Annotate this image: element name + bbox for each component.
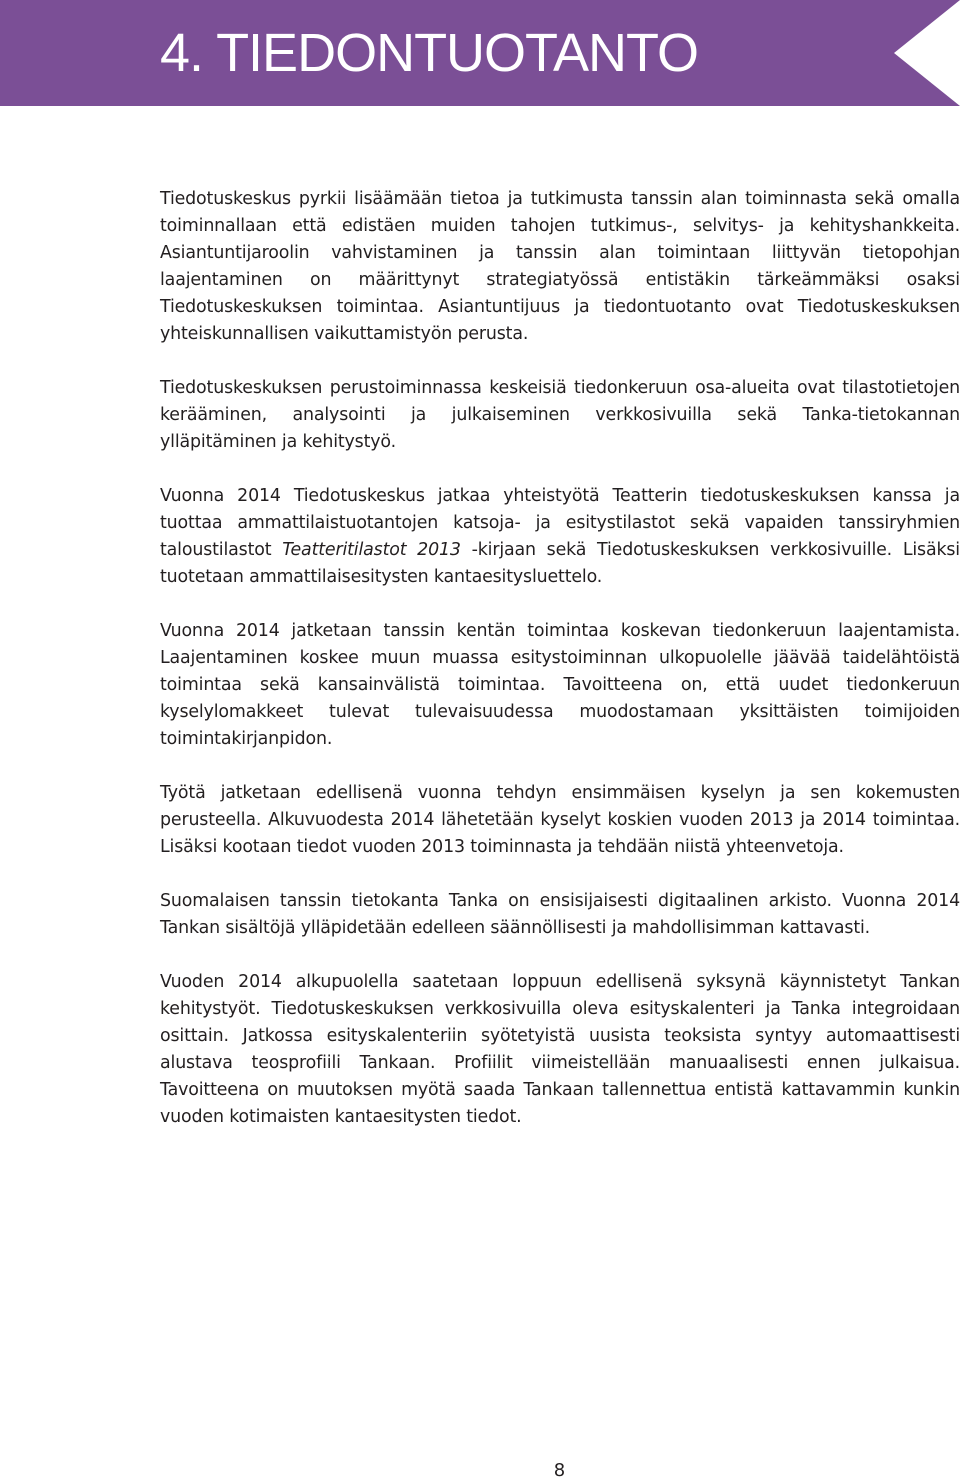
paragraph-3-part-2: -kirjaan sekä Tiedotuskeskuksen verkkosivuille. Lisäksi tuotetaan ammattilaisesitysten kantaesitysluettelo. [160, 540, 960, 587]
page-title: 4. TIEDONTUOTANTO [160, 23, 699, 83]
paragraph-5: Työtä jatketaan edellisenä vuonna tehdyn ensimmäisen kyselyn ja sen kokemusten perusteella. Alkuvuodesta 2014 lähetetään kyselyt koskien vuoden 2013 ja 2014 toimintaa. Lisäksi kootaan tiedot vuoden 2013 toiminnasta ja tehdään niistä yhteenvetoja. [160, 783, 960, 857]
paragraph-6: Suomalaisen tanssin tietokanta Tanka on ensisijaisesti digitaalinen arkisto. Vuonna 2014 Tankan sisältöjä ylläpidetään edelleen säännöllisesti ja mahdollisimman kattavasti. [160, 891, 960, 938]
paragraph-1: Tiedotuskeskus pyrkii lisäämään tietoa ja tutkimusta tanssin alan toiminnasta sekä omalla toiminnallaan että edistäen muiden tahojen tutkimus-, selvitys- ja kehityshankkeita. Asiantuntijaroolin vahvistaminen ja tanssin alan toimintaan liittyvän tietopohjan laajentaminen on määrittynyt strategiatyössä entistäkin tärkeämmäksi osaksi Tiedotuskeskuksen toimintaa. Asiantuntijuus ja tiedontuotanto ovat Tiedotuskeskuksen yhteiskunnallisen vaikuttamistyön perusta. [160, 189, 960, 344]
header-banner [0, 0, 960, 106]
book-title: Teatteritilastot 2013 [282, 540, 461, 560]
arrow-notch-icon [894, 0, 960, 106]
paragraph-2: Tiedotuskeskuksen perustoiminnassa keskeisiä tiedonkeruun osa-alueita ovat tilastotietojen kerääminen, analysointi ja julkaiseminen verkkosivuilla sekä Tanka-tietokannan ylläpitäminen ja kehitystyö. [160, 378, 960, 452]
paragraph-4: Vuonna 2014 jatketaan tanssin kentän toimintaa koskevan tiedonkeruun laajentamista. Laajentaminen koskee muun muassa esitystoiminnan ulkopuolelle jäävää taidelähtöistä toimintaa sekä kansainvälistä toimintaa. Tavoitteena on, että uudet tiedonkeruun kyselylomakkeet tulevat tulevaisuudessa muodostamaan yksittäisten toimijoiden toimintakirjanpidon. [160, 621, 960, 749]
paragraph-3-part-1: Vuonna 2014 Tiedotuskeskus jatkaa yhteistyötä Teatterin tiedotuskeskuksen kanssa ja tuottaa ammattilaistuotantojen katsoja- ja esitystilastot sekä vapaiden tanssiryhmien taloustilastot [160, 486, 960, 560]
body-text [160, 186, 960, 1158]
paragraph-3 [160, 483, 960, 591]
page-number: 8 [553, 1460, 566, 1481]
paragraph-7: Vuoden 2014 alkupuolella saatetaan loppuun edellisenä syksynä käynnistetyt Tankan kehitystyöt. Tiedotuskeskuksen verkkosivuilla oleva esityskalenteri ja Tanka integroidaan osittain. Jatkossa esityskalenteriin syötetyistä uusista teoksista syntyy automaattisesti alustava teosprofiili Tankaan. Profiilit viimeistellään manuaalisesti ennen julkaisua. Tavoitteena on muutoksen myötä saada Tankaan tallennettua entistä kattavammin kunkin vuoden kotimaisten kantaesitysten tiedot. [160, 972, 960, 1127]
